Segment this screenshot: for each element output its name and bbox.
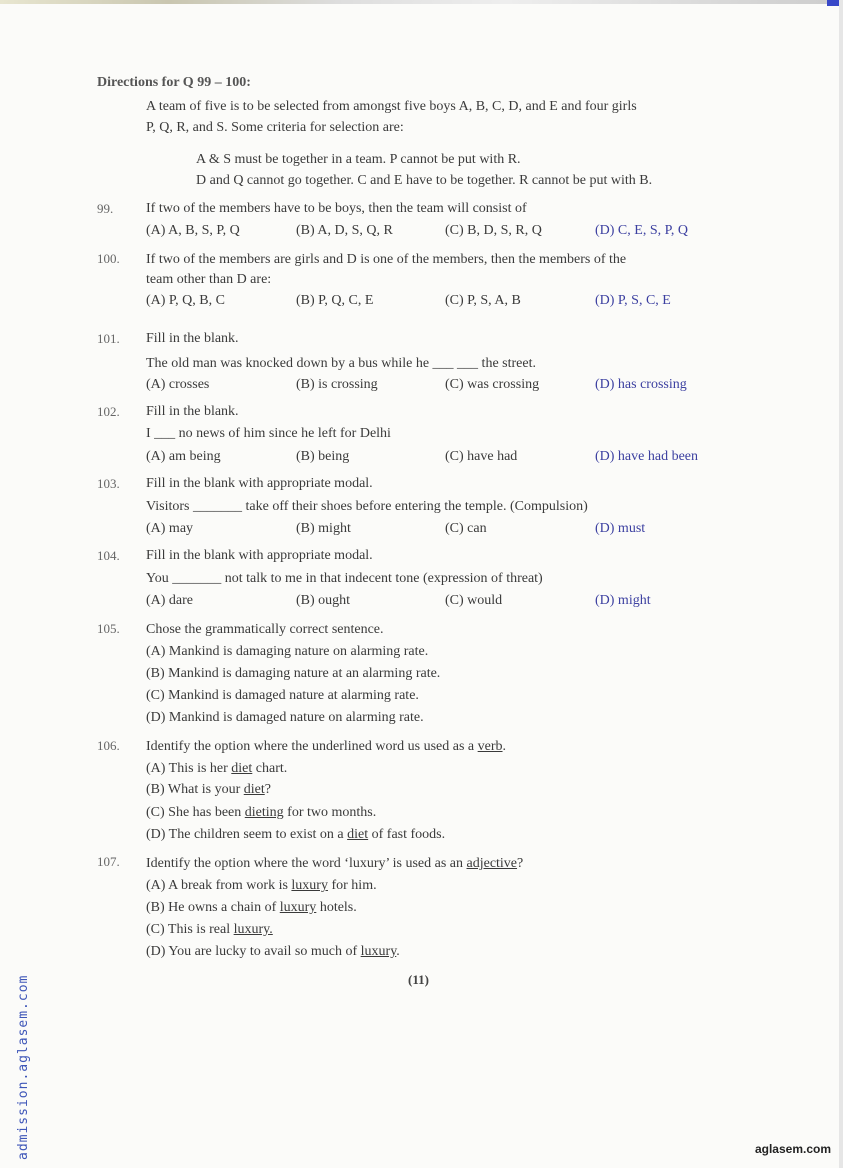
option-a: (A) dare [146, 593, 194, 608]
option-d: (D) has crossing [595, 377, 687, 392]
question-text-line-2: I ___ no news of him since he left for Delhi [146, 426, 391, 441]
directions-intro-line-1: A team of five is to be selected from amongst five boys A, B, C, D, and E and four girls [146, 99, 637, 114]
option-a: (A) P, Q, B, C [146, 293, 225, 308]
option-c: (C) This is real luxury. [146, 922, 273, 937]
question-text: Fill in the blank with appropriate modal. [146, 476, 373, 491]
option-d: (D) The children seem to exist on a diet of fast foods. [146, 827, 446, 842]
option-b: (B) He owns a chain of luxury hotels. [146, 900, 357, 915]
option-c: (C) would [445, 593, 503, 608]
option-d: (D) might [595, 593, 651, 608]
directions-intro-line-2: P, Q, R, and S. Some criteria for selection are: [146, 120, 404, 135]
option-d: (D) Mankind is damaged nature on alarming rate. [146, 710, 424, 725]
directions-title: Directions for Q 99 – 100: [97, 75, 251, 90]
option-c: (C) B, D, S, R, Q [445, 223, 542, 238]
question-number: 103. [97, 476, 120, 491]
option-b: (B) A, D, S, Q, R [296, 223, 393, 238]
question-text: If two of the members are girls and D is one of the members, then the members of the [146, 252, 627, 267]
question-number: 107. [97, 854, 120, 869]
question-text: If two of the members have to be boys, then the team will consist of [146, 201, 527, 216]
option-a: (A) A, B, S, P, Q [146, 223, 240, 238]
option-a: (A) may [146, 521, 194, 536]
option-a: (A) Mankind is damaging nature on alarming rate. [146, 644, 429, 659]
page-number: (11) [408, 972, 429, 987]
underlined-word: verb [477, 739, 503, 754]
question-text: Fill in the blank. [146, 404, 239, 419]
question-number: 102. [97, 404, 120, 419]
scan-right-edge [839, 0, 843, 1168]
option-a: (A) A break from work is luxury for him. [146, 878, 377, 893]
option-b: (B) being [296, 449, 350, 464]
scan-top-edge [0, 0, 843, 4]
question-text: Fill in the blank. [146, 331, 239, 346]
option-b: (B) might [296, 521, 351, 536]
option-d: (D) You are lucky to avail so much of luxury. [146, 944, 400, 959]
option-b: (B) is crossing [296, 377, 378, 392]
option-a: (A) am being [146, 449, 221, 464]
option-c: (C) can [445, 521, 487, 536]
option-a: (A) This is her diet chart. [146, 761, 288, 776]
option-a: (A) crosses [146, 377, 210, 392]
criteria-line-2: D and Q cannot go together. C and E have to be together. R cannot be put with B. [196, 173, 653, 188]
footer-brand: aglasem.com [754, 1142, 831, 1156]
option-d: (D) P, S, C, E [595, 293, 671, 308]
question-text-line-2: The old man was knocked down by a bus while he ___ ___ the street. [146, 356, 536, 371]
option-c: (C) Mankind is damaged nature at alarming rate. [146, 688, 419, 703]
watermark: admission.aglasem.com [16, 974, 31, 1160]
question-text-line-2: You _______ not talk to me in that indecent tone (expression of threat) [146, 571, 543, 586]
option-d: (D) have had been [595, 449, 699, 464]
question-text: Identify the option where the underlined word us used as a verb. [146, 739, 507, 754]
question-number: 104. [97, 548, 120, 563]
option-c: (C) P, S, A, B [445, 293, 521, 308]
underlined-word: adjective [466, 856, 518, 871]
question-text-line-2: team other than D are: [146, 272, 272, 287]
option-b: (B) Mankind is damaging nature at an alarming rate. [146, 666, 441, 681]
option-b: (B) ought [296, 593, 351, 608]
question-text-line-2: Visitors _______ take off their shoes before entering the temple. (Compulsion) [146, 499, 588, 514]
option-b: (B) What is your diet? [146, 782, 271, 797]
criteria-line-1: A & S must be together in a team. P cannot be put with R. [196, 152, 521, 167]
question-text: Fill in the blank with appropriate modal. [146, 548, 373, 563]
option-c: (C) was crossing [445, 377, 540, 392]
option-d: (D) must [595, 521, 646, 536]
option-c: (C) She has been dieting for two months. [146, 805, 377, 820]
question-number: 100. [97, 251, 120, 266]
question-number: 106. [97, 738, 120, 753]
question-number: 101. [97, 331, 120, 346]
question-number: 99. [97, 201, 114, 216]
question-text: Identify the option where the word ‘luxury’ is used as an adjective? [146, 856, 524, 871]
question-text: Chose the grammatically correct sentence. [146, 622, 384, 637]
option-c: (C) have had [445, 449, 518, 464]
option-b: (B) P, Q, C, E [296, 293, 374, 308]
option-d: (D) C, E, S, P, Q [595, 223, 688, 238]
question-number: 105. [97, 621, 120, 636]
